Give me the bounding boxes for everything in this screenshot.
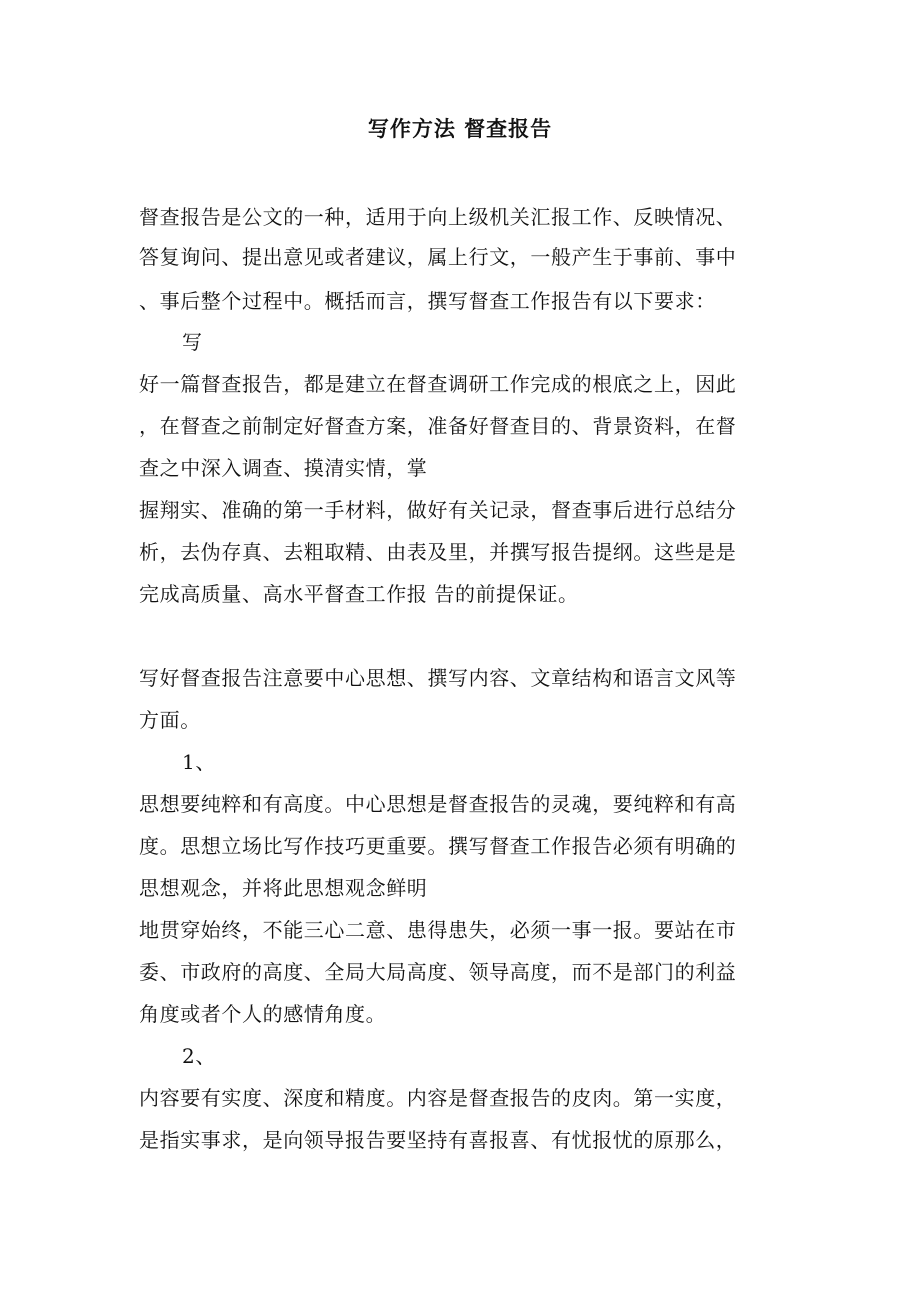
paragraph-line: 完成高质量、高水平督查工作报 告的前提保证。 (139, 582, 579, 606)
paragraph-line: 好一篇督查报告，都是建立在督查调研工作完成的根底之上，因此 (139, 372, 737, 396)
paragraph-line: 地贯穿始终，不能三心二意、患得患失，必须一事一报。要站在市 (139, 918, 737, 942)
list-number: 1、 (182, 750, 216, 774)
paragraph-line: 查之中深入调查、摸清实情，掌 (139, 456, 428, 480)
document-title: 写作方法 督查报告 (367, 116, 553, 141)
paragraph-line: 析，去伪存真、去粗取精、由表及里，并撰写报告提纲。这些是是 (139, 540, 737, 564)
paragraph-line: 内容要有实度、深度和精度。内容是督查报告的皮肉。第一实度， (139, 1086, 737, 1110)
list-number: 2、 (182, 1044, 216, 1068)
paragraph-line: 写 (182, 330, 203, 354)
paragraph-line: 是指实事求，是向领导报告要坚持有喜报喜、有忧报忧的原那么， (139, 1128, 737, 1152)
paragraph-line: 、事后整个过程中。概括而言，撰写督查工作报告有以下要求： (139, 289, 716, 313)
paragraph-line: 督查报告是公文的一种，适用于向上级机关汇报工作、反映情况、 (139, 205, 737, 229)
paragraph-line: 写好督查报告注意要中心思想、撰写内容、文章结构和语言文风等 (139, 666, 737, 690)
paragraph-line: 委、市政府的高度、全局大局高度、领导高度，而不是部门的利益 (139, 960, 737, 984)
paragraph-line: 角度或者个人的感情角度。 (139, 1002, 387, 1026)
paragraph-line: 度。思想立场比写作技巧更重要。撰写督查工作报告必须有明确的 (139, 834, 737, 858)
paragraph-line: 答复询问、提出意见或者建议，属上行文，一般产生于事前、事中 (139, 245, 737, 269)
paragraph-line: 握翔实、准确的第一手材料，做好有关记录，督查事后进行总结分 (139, 498, 737, 522)
paragraph-line: 思想观念，并将此思想观念鲜明 (139, 876, 428, 900)
paragraph-line: 方面。 (139, 708, 201, 732)
paragraph-line: 思想要纯粹和有高度。中心思想是督查报告的灵魂，要纯粹和有高 (139, 792, 737, 816)
paragraph-line: ，在督查之前制定好督查方案，准备好督查目的、背景资料，在督 (139, 414, 737, 438)
